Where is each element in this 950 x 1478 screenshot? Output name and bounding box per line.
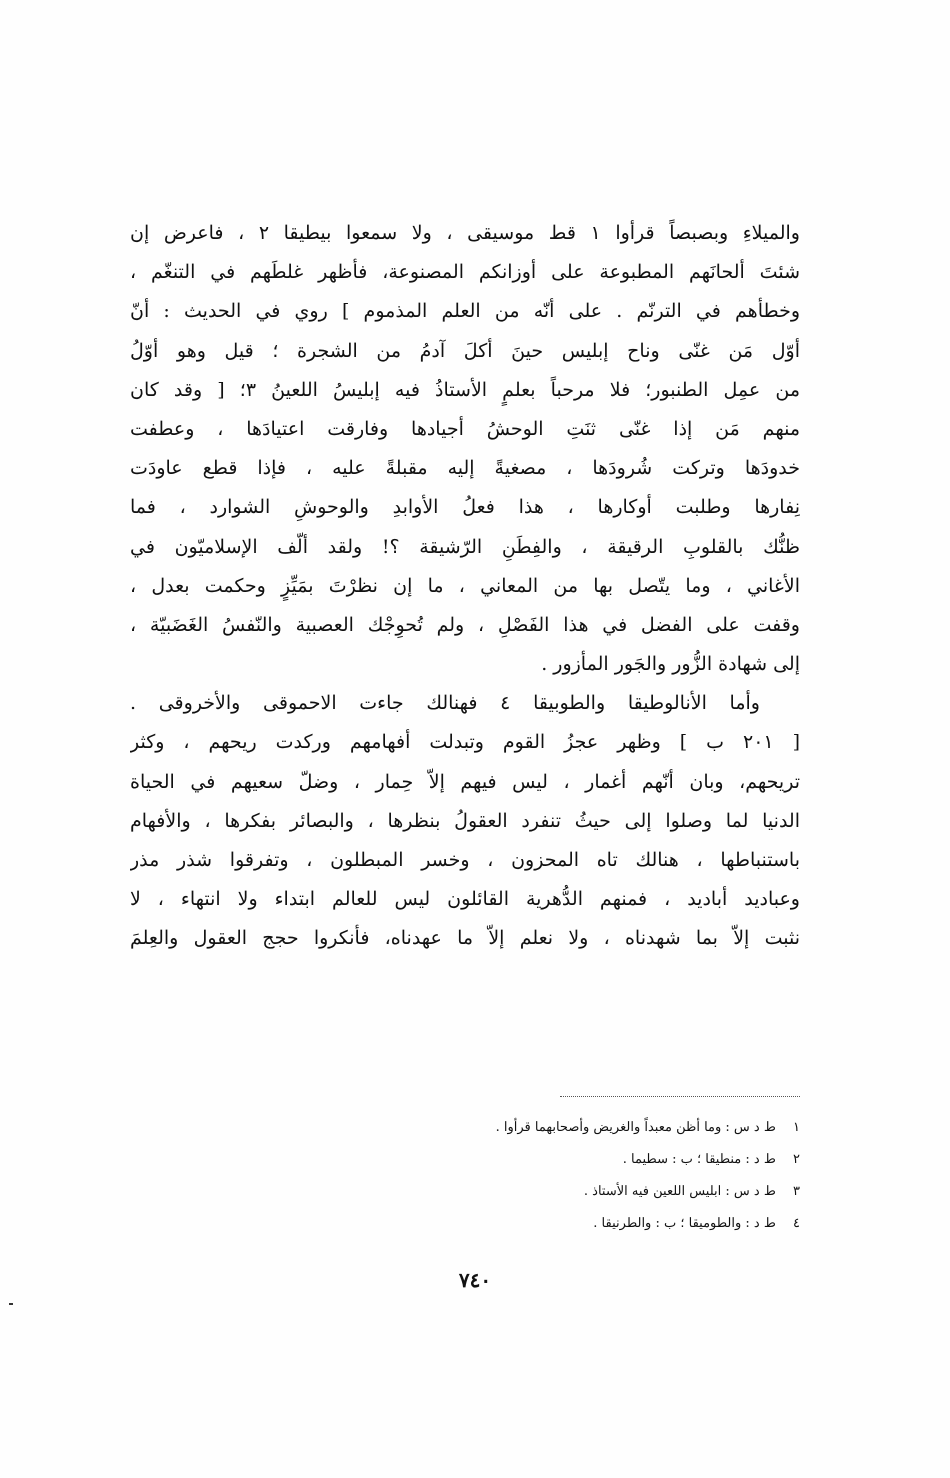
footnote-number: ٣ — [793, 1184, 800, 1199]
paragraph-start-line: وأما الأنالوطيقا والطوبيقا ٤ فهنالك جاءت الاحموقى والأخروقى . — [130, 692, 760, 715]
text-line: وقفت على الفضل في هذا الفَصْلِ ، ولم تُحوِجْك العصبية والنّفسُ الغَضَبيّة ، — [130, 613, 800, 636]
text-line: شئتَ ألحانَهم المطبوعة على أوزانكم المصنوعة، فأظهر غلطَهم في التنغّم ، — [130, 261, 800, 284]
text-line: إلى شهادة الزُّور والجَور المأزور . — [541, 653, 800, 676]
footnote-item — [300, 1208, 800, 1240]
text-line: من عمِل الطنبور؛ فلا مرحباً بعلمٍ الأستاذُ فيه إبليسُ اللعينُ ٣؛ [ وقد كان — [130, 378, 800, 401]
scan-mark — [9, 1303, 13, 1305]
footnote-text: ط د س : ابليس اللعين فيه الأستاذ . — [583, 1184, 776, 1199]
text-line: خدودَها وتركت شُرودَها ، مصغيةً إليه مقبلةً عليه ، فإذا قطع عاودَت — [130, 457, 800, 480]
footnote-item — [300, 1112, 800, 1144]
main-text — [130, 214, 800, 959]
text-line: منهم مَن إذا غنّى ثنَتِ الوحشُ أجيادها وفارقت اعتيادَها ، وعطفت — [130, 417, 800, 440]
footnote-separator — [560, 1096, 800, 1097]
text-line: تريحهم، وبان أنّهم أغمار ، ليس فيهم إلاّ حِمار ، وضلّ سعيهم في الحياة — [130, 770, 800, 793]
footnote-number: ٢ — [793, 1152, 800, 1167]
footnote-text: ط د : منطيقا ؛ ب : سطيما . — [622, 1152, 776, 1167]
text-line: وعباديد أباديد ، فمنهم الدُّهرية القائلون ليس للعالم ابتداء ولا انتهاء ، لا — [130, 888, 800, 911]
text-line: والميلاءِ وبصبصاً قرأوا ١ قط موسيقى ، ولا سمعوا بيطيقا ٢ ، فاعرض إن — [130, 222, 800, 244]
text-line: ظنُّك بالقلوبِ الرقيقة ، والفِطَنِ الرّشيقة ؟! ولقد ألّف الإسلاميّون في — [130, 535, 800, 558]
text-line: أوّل مَن غنّى وناح إبليس حينَ أكلَ آدمُ من الشجرة ؛ قيل وهو أوّلُ — [130, 339, 800, 362]
text-line: الأغاني ، وما يتّصل بها من المعاني ، ما إن نظرْتَ بمَيِّزٍ وحكمت بعدل ، — [130, 574, 800, 597]
footnote-item — [300, 1144, 800, 1176]
footnotes — [300, 1112, 800, 1240]
text-line: [ ٢٠١ ب ] وظهر عجزُ القوم وتبدلت أفهامهم وركدت ريحهم ، وكثر — [130, 731, 800, 754]
footnote-number: ١ — [793, 1120, 800, 1135]
text-line: نِفارها وطلبت أوكارها ، هذا فعلُ الأوابدِ والوحوشِ الشوارد ، فما — [130, 496, 800, 519]
text-line: وخطأهم في الترنّم . على أنّه من العلم المذموم ] روي في الحديث : أنّ — [130, 300, 800, 323]
footnote-number: ٤ — [793, 1216, 800, 1231]
text-line: الدنيا لما وصلوا إلى حيثُ تنفرد العقولُ بنظرها ، والبصائر بفكرها ، والأفهام — [130, 809, 800, 832]
footnote-text: ط د : والطوميقا ؛ ب : والطرنيقا . — [593, 1216, 776, 1231]
footnote-item — [300, 1176, 800, 1208]
footnote-text: ط د س : وما أظن معبداً والغريض وأصحابهما قرأوا . — [495, 1120, 776, 1135]
page-number: ٧٤٠ — [458, 1268, 492, 1292]
text-line: نثبت إلاّ بما شهدناه ، ولا نعلم إلاّ ما عهدناه، فأنكروا حجج العقول والعِلمَ — [130, 927, 800, 950]
text-line: باستنباطها ، هنالك تاه المحزون ، وخسر المبطلون ، وتفرقوا شذر مذر — [130, 849, 800, 871]
